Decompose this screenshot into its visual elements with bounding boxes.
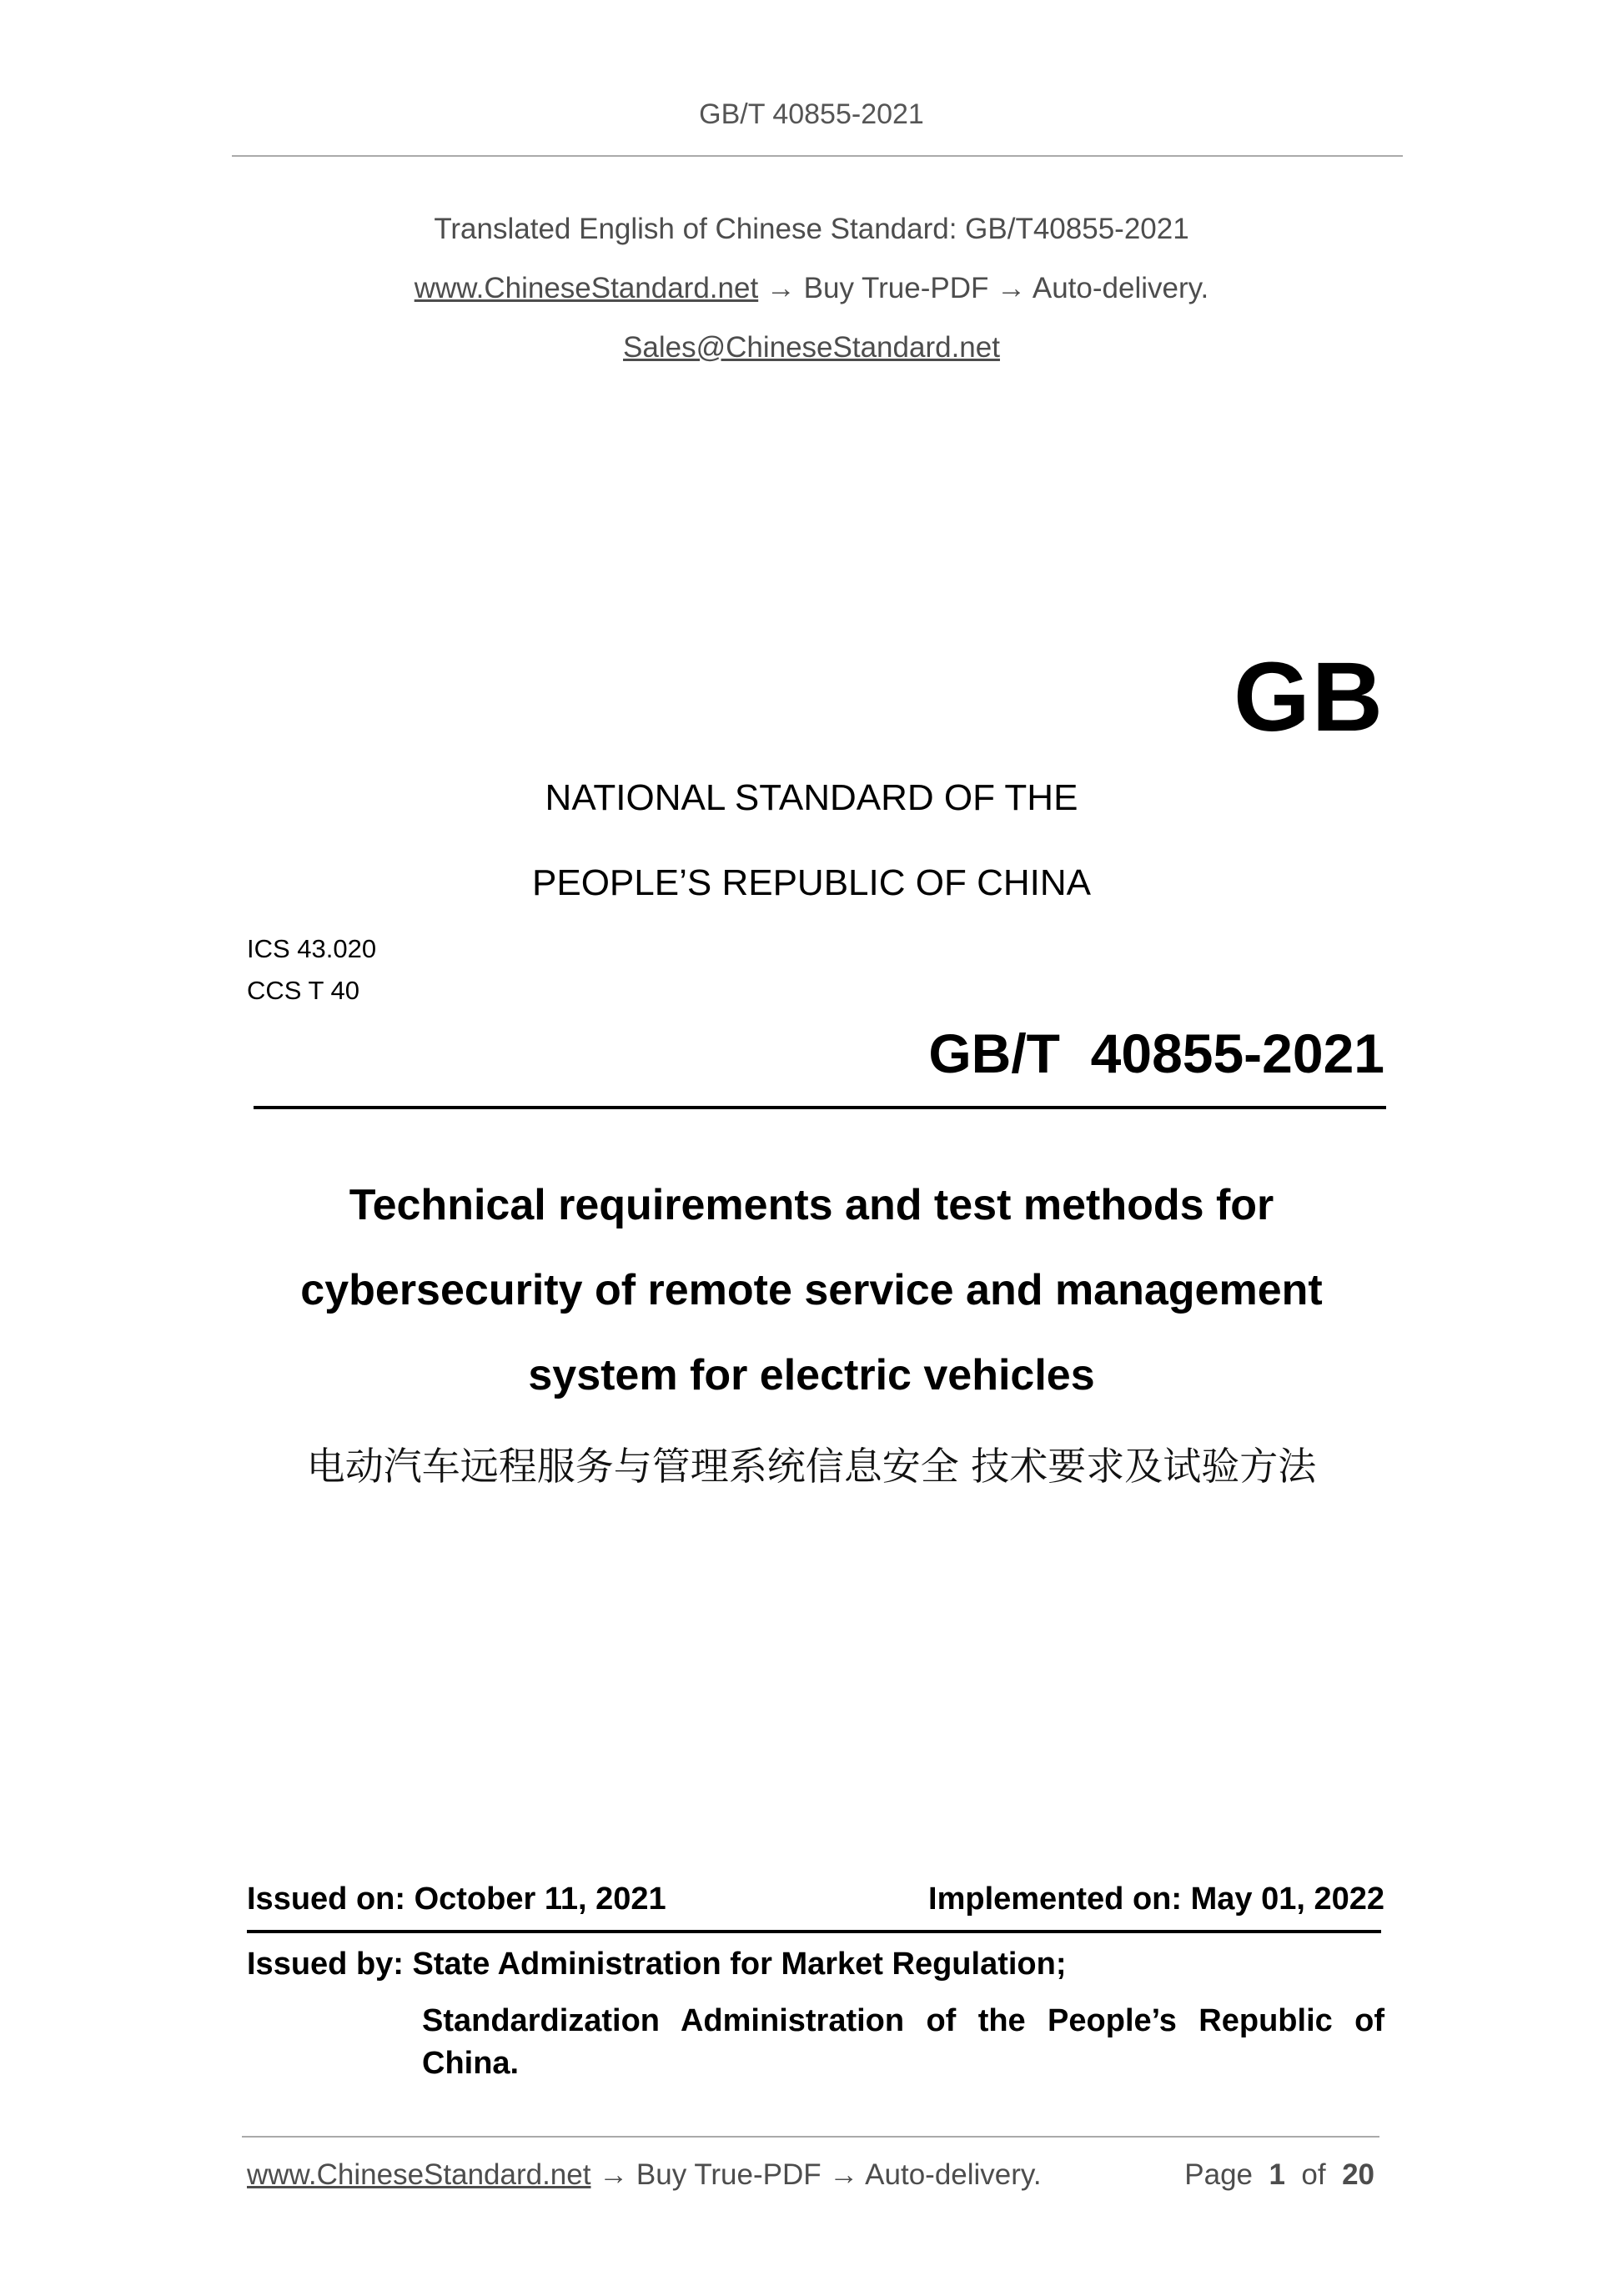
title-line-3: system for electric vehicles: [528, 1351, 1095, 1399]
header-divider: [232, 155, 1403, 157]
title-line-1: Technical requirements and test methods for: [349, 1181, 1274, 1229]
chinese-title: 电动汽车远程服务与管理系统信息安全 技术要求及试验方法: [306, 1444, 1317, 1489]
standard-number: GB/T 40855-2021: [928, 1022, 1384, 1084]
sales-email-link[interactable]: Sales@ChineseStandard.net: [623, 331, 1000, 364]
ics-code: ICS 43.020: [247, 934, 377, 963]
issued-by: Issued by: State Administration for Market Regulation;: [247, 1947, 1067, 1982]
website-link[interactable]: www.ChineseStandard.net: [414, 272, 759, 304]
footer-website-link[interactable]: www.ChineseStandard.net: [247, 2158, 591, 2191]
standard-number-rule: [254, 1106, 1386, 1109]
of-word: of: [1301, 2158, 1326, 2191]
contact-line: [0, 331, 1623, 364]
implemented-on-date: Implemented on: May 01, 2022: [928, 1882, 1384, 1917]
page-current: 1: [1269, 2158, 1285, 2191]
footer-divider: [242, 2136, 1379, 2138]
national-standard-line-2: PEOPLE’S REPUBLIC OF CHINA: [532, 862, 1091, 903]
gb-mark: GB: [1234, 642, 1384, 752]
running-header: GB/T 40855-2021: [699, 98, 924, 130]
footer-purchase-line: [247, 2158, 1042, 2192]
page-word: Page: [1184, 2158, 1254, 2191]
page-indicator: [1184, 2158, 1374, 2192]
national-standard-line-1: NATIONAL STANDARD OF THE: [545, 777, 1078, 818]
translation-notice: Translated English of Chinese Standard: GB/T40855-2021: [434, 213, 1189, 245]
dates-rule: [247, 1930, 1381, 1933]
page-total: 20: [1342, 2158, 1374, 2191]
purchase-text: → Buy True-PDF → Auto-delivery.: [758, 272, 1209, 304]
purchase-line: [0, 272, 1623, 305]
title-line-2: cybersecurity of remote service and management: [300, 1266, 1323, 1314]
issued-on-date: Issued on: October 11, 2021: [247, 1882, 666, 1917]
ccs-code: CCS T 40: [247, 976, 359, 1005]
footer-purchase-text: → Buy True-PDF → Auto-delivery.: [590, 2158, 1042, 2191]
second-issuing-organization: Standardization Administration of the People’s Republic of China.: [422, 2003, 1384, 2081]
